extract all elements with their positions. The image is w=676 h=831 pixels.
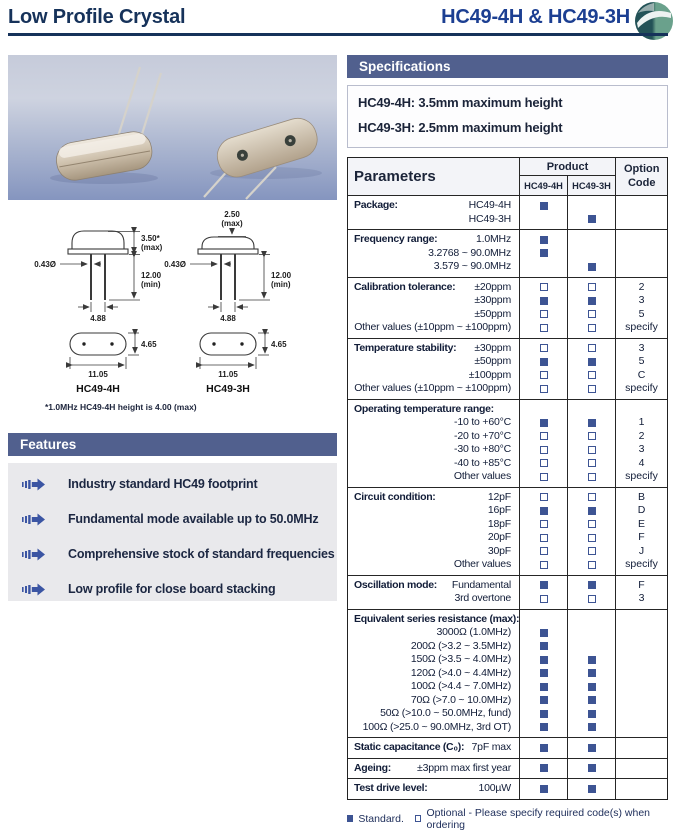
table-row bbox=[348, 779, 667, 799]
marker-cell bbox=[567, 400, 615, 487]
optional-marker bbox=[588, 459, 596, 467]
standard-marker bbox=[540, 764, 548, 772]
optional-marker bbox=[588, 520, 596, 528]
param-label: Ageing: bbox=[354, 761, 391, 774]
standard-marker bbox=[540, 507, 548, 515]
marker-cell bbox=[519, 339, 567, 399]
option-code-cell bbox=[615, 230, 667, 277]
optional-marker bbox=[588, 561, 596, 569]
standard-marker bbox=[540, 249, 548, 257]
option-code: F bbox=[638, 531, 645, 543]
table-row bbox=[348, 196, 667, 230]
option-code: specify bbox=[625, 558, 658, 570]
param-value: 3rd overtone bbox=[454, 592, 511, 604]
table-row bbox=[348, 400, 667, 488]
features-section-bar: Features bbox=[8, 433, 337, 456]
param-label: Static capacitance (C₀): bbox=[354, 741, 465, 753]
standard-marker-icon bbox=[347, 815, 353, 822]
optional-marker bbox=[540, 385, 548, 393]
svg-text:0.43Ø: 0.43Ø bbox=[34, 260, 56, 269]
option-code: 5 bbox=[638, 307, 645, 320]
arrow-bullet-icon bbox=[22, 478, 46, 491]
optional-marker bbox=[588, 324, 596, 332]
param-value: ±3ppm max first year bbox=[417, 761, 511, 774]
marker-cell bbox=[519, 196, 567, 229]
option-code: 3 bbox=[638, 592, 645, 604]
parameters-table-header bbox=[348, 158, 667, 196]
svg-text:0.43Ø: 0.43Ø bbox=[164, 260, 186, 269]
specifications-box bbox=[347, 85, 668, 148]
standard-marker bbox=[588, 744, 596, 752]
table-legend bbox=[347, 807, 668, 831]
optional-marker bbox=[588, 547, 596, 555]
optional-marker bbox=[540, 493, 548, 501]
optional-marker bbox=[540, 595, 548, 603]
feature-label: Fundamental mode available up to 50.0MHz bbox=[68, 512, 319, 526]
marker-cell bbox=[519, 576, 567, 609]
product-photo bbox=[8, 55, 337, 200]
svg-text:4.65: 4.65 bbox=[141, 340, 157, 349]
svg-text:4.88: 4.88 bbox=[220, 314, 236, 323]
param-label: Calibration tolerance: bbox=[354, 280, 456, 293]
standard-marker bbox=[588, 507, 596, 515]
table-row bbox=[348, 576, 667, 610]
option-code: C bbox=[637, 368, 646, 381]
param-label: Oscillation mode: bbox=[354, 578, 437, 591]
standard-marker bbox=[588, 764, 596, 772]
option-code: F bbox=[638, 578, 645, 591]
marker-cell bbox=[519, 738, 567, 758]
standard-marker bbox=[588, 683, 596, 691]
header-product: Product bbox=[519, 158, 615, 176]
param-value: 16pF bbox=[487, 504, 511, 516]
optional-marker bbox=[588, 534, 596, 542]
param-value: 50Ω (>10.0 ~ 50.0MHz, fund) bbox=[380, 707, 511, 719]
standard-marker bbox=[540, 656, 548, 664]
svg-text:12.00: 12.00 bbox=[141, 271, 162, 280]
param-value: Other values (±10ppm ~ ±100ppm) bbox=[354, 321, 511, 333]
option-code-cell bbox=[615, 779, 667, 799]
standard-marker bbox=[588, 669, 596, 677]
param-value: -20 to +70°C bbox=[454, 429, 511, 442]
standard-marker bbox=[588, 419, 596, 427]
crystal-photo-illustration bbox=[8, 55, 337, 200]
optional-marker bbox=[540, 473, 548, 481]
param-value: Fundamental bbox=[451, 578, 511, 591]
spec-line-hc49-4h: HC49-4H: 3.5mm maximum height bbox=[358, 95, 563, 110]
header-divider bbox=[8, 33, 668, 36]
arrow-bullet-icon bbox=[22, 548, 46, 561]
drawing-hc49-4h bbox=[34, 231, 162, 395]
optional-marker bbox=[540, 561, 548, 569]
optional-marker-icon bbox=[415, 815, 422, 822]
option-code-cell bbox=[615, 576, 667, 609]
marker-cell bbox=[567, 230, 615, 277]
features-list bbox=[8, 463, 337, 601]
table-row bbox=[348, 488, 667, 576]
svg-text:(max): (max) bbox=[221, 219, 243, 228]
optional-marker bbox=[540, 534, 548, 542]
drawing-footnote: *1.0MHz HC49-4H height is 4.00 (max) bbox=[45, 402, 197, 412]
standard-marker bbox=[588, 297, 596, 305]
standard-marker bbox=[540, 785, 548, 793]
marker-cell bbox=[567, 779, 615, 799]
standard-marker bbox=[540, 629, 548, 637]
param-value: -40 to +85°C bbox=[454, 456, 511, 469]
standard-marker bbox=[588, 710, 596, 718]
feature-label: Industry standard HC49 footprint bbox=[68, 477, 258, 491]
page-title: Low Profile Crystal bbox=[8, 6, 186, 28]
parameter-cell bbox=[348, 738, 519, 758]
option-code: specify bbox=[625, 382, 658, 394]
optional-marker bbox=[540, 344, 548, 352]
svg-text:4.65: 4.65 bbox=[271, 340, 287, 349]
standard-marker bbox=[588, 358, 596, 366]
option-code-cell bbox=[615, 339, 667, 399]
param-value: HC49-3H bbox=[468, 212, 511, 225]
parameter-cell bbox=[348, 759, 519, 779]
param-value: HC49-4H bbox=[468, 199, 511, 211]
standard-marker bbox=[540, 419, 548, 427]
param-label: Frequency range: bbox=[354, 233, 438, 245]
svg-text:11.05: 11.05 bbox=[88, 370, 108, 379]
param-value: Other values bbox=[453, 470, 511, 482]
svg-text:(min): (min) bbox=[141, 280, 161, 289]
optional-marker bbox=[588, 473, 596, 481]
marker-cell bbox=[567, 738, 615, 758]
param-value: 150Ω (>3.5 ~ 4.0MHz) bbox=[410, 653, 511, 665]
standard-marker bbox=[540, 581, 548, 589]
optional-marker bbox=[540, 446, 548, 454]
standard-marker bbox=[588, 263, 596, 271]
option-code: 2 bbox=[638, 429, 645, 442]
param-value: 120Ω (>4.0 ~ 4.4MHz) bbox=[410, 666, 511, 679]
svg-text:HC49-4H: HC49-4H bbox=[76, 383, 120, 395]
standard-marker bbox=[588, 581, 596, 589]
svg-text:11.05: 11.05 bbox=[218, 370, 238, 379]
feature-label: Comprehensive stock of standard frequencies bbox=[68, 547, 335, 561]
parameter-cell bbox=[348, 278, 519, 338]
param-value: 30pF bbox=[487, 544, 511, 557]
param-value: ±50ppm bbox=[474, 355, 511, 367]
optional-marker bbox=[588, 283, 596, 291]
optional-marker bbox=[588, 432, 596, 440]
table-row bbox=[348, 759, 667, 780]
optional-marker bbox=[540, 520, 548, 528]
parameter-cell bbox=[348, 339, 519, 399]
standard-marker bbox=[540, 696, 548, 704]
standard-marker bbox=[540, 358, 548, 366]
header-option-code: Option Code bbox=[615, 158, 667, 195]
optional-marker bbox=[588, 371, 596, 379]
optional-marker bbox=[588, 595, 596, 603]
feature-item bbox=[22, 547, 337, 561]
marker-cell bbox=[519, 759, 567, 779]
optional-marker bbox=[588, 493, 596, 501]
option-code: 4 bbox=[638, 456, 645, 469]
param-value: 100Ω (>25.0 ~ 90.0MHz, 3rd OT) bbox=[362, 720, 511, 733]
standard-marker bbox=[588, 723, 596, 731]
svg-text:HC49-3H: HC49-3H bbox=[206, 383, 250, 395]
table-row bbox=[348, 339, 667, 400]
marker-cell bbox=[519, 230, 567, 277]
standard-marker bbox=[540, 683, 548, 691]
param-value: 7pF max bbox=[471, 741, 511, 753]
dimension-drawings bbox=[8, 205, 337, 397]
product-title: HC49-4H & HC49-3H bbox=[441, 6, 630, 28]
param-value: 1.0MHz bbox=[476, 233, 511, 245]
parameter-cell bbox=[348, 610, 519, 738]
param-value: 70Ω (>7.0 ~ 10.0MHz) bbox=[410, 693, 511, 706]
left-column bbox=[8, 55, 337, 601]
param-value: 3.2768 ~ 90.0MHz bbox=[428, 246, 511, 259]
param-value: ±20ppm bbox=[474, 280, 511, 293]
feature-label: Low profile for close board stacking bbox=[68, 582, 276, 596]
option-code: 3 bbox=[638, 294, 645, 306]
option-code: 2 bbox=[638, 280, 645, 293]
feature-item bbox=[22, 512, 337, 526]
param-value: 200Ω (>3.2 ~ 3.5MHz) bbox=[410, 639, 511, 652]
param-value: ±30ppm bbox=[474, 294, 511, 306]
param-value: 18pF bbox=[487, 517, 511, 530]
standard-marker bbox=[540, 642, 548, 650]
table-row bbox=[348, 278, 667, 339]
optional-marker bbox=[540, 547, 548, 555]
marker-cell bbox=[567, 196, 615, 229]
standard-marker bbox=[588, 696, 596, 704]
param-value: ±100ppm bbox=[468, 368, 511, 381]
option-code: E bbox=[637, 517, 645, 530]
param-label: Equivalent series resistance (max): bbox=[354, 612, 520, 625]
option-code: 3 bbox=[638, 341, 645, 354]
param-label: Operating temperature range: bbox=[354, 402, 494, 415]
parameter-cell bbox=[348, 488, 519, 575]
standard-marker bbox=[588, 215, 596, 223]
svg-text:4.88: 4.88 bbox=[90, 314, 106, 323]
param-label: Circuit condition: bbox=[354, 490, 436, 503]
standard-marker bbox=[588, 656, 596, 664]
optional-marker bbox=[588, 385, 596, 393]
option-code: 5 bbox=[638, 355, 645, 367]
table-row bbox=[348, 610, 667, 739]
standard-marker bbox=[540, 723, 548, 731]
optional-marker bbox=[588, 446, 596, 454]
option-code-cell bbox=[615, 610, 667, 738]
option-code-cell bbox=[615, 278, 667, 338]
parameter-cell bbox=[348, 576, 519, 609]
option-code: J bbox=[638, 544, 645, 557]
param-value: 100Ω (>4.4 ~ 7.0MHz) bbox=[410, 680, 511, 692]
optional-marker bbox=[540, 459, 548, 467]
svg-text:(max): (max) bbox=[141, 243, 163, 252]
drawing-hc49-3h bbox=[164, 210, 291, 395]
header-parameters: Parameters bbox=[354, 168, 436, 185]
arrow-bullet-icon bbox=[22, 583, 46, 596]
param-value: Other values (±10ppm ~ ±100ppm) bbox=[354, 382, 511, 394]
marker-cell bbox=[519, 779, 567, 799]
option-code: B bbox=[637, 490, 645, 503]
svg-text:12.00: 12.00 bbox=[271, 271, 292, 280]
optional-marker bbox=[540, 324, 548, 332]
param-value: Other values bbox=[453, 558, 511, 570]
parameters-table bbox=[347, 157, 668, 800]
param-value: ±50ppm bbox=[474, 307, 511, 320]
param-label: Test drive level: bbox=[354, 782, 428, 794]
optional-marker bbox=[588, 344, 596, 352]
standard-marker bbox=[540, 710, 548, 718]
option-code-cell bbox=[615, 488, 667, 575]
option-code: specify bbox=[625, 470, 658, 482]
marker-cell bbox=[519, 278, 567, 338]
param-value: -10 to +60°C bbox=[454, 416, 511, 428]
option-code: 3 bbox=[638, 443, 645, 455]
param-value: 12pF bbox=[487, 490, 511, 503]
param-value: -30 to +80°C bbox=[454, 443, 511, 455]
parameter-cell bbox=[348, 400, 519, 487]
param-value: ±30ppm bbox=[474, 341, 511, 354]
marker-cell bbox=[567, 610, 615, 738]
optional-marker bbox=[588, 310, 596, 318]
marker-cell bbox=[567, 339, 615, 399]
option-code-cell bbox=[615, 738, 667, 758]
header-hc49-3h: HC49-3H bbox=[567, 176, 615, 195]
standard-marker bbox=[540, 202, 548, 210]
option-code-cell bbox=[615, 400, 667, 487]
option-code: 1 bbox=[638, 416, 645, 428]
legend-optional-label: Optional - Please specify required code(s) when ordering bbox=[426, 806, 651, 831]
parameter-cell bbox=[348, 779, 519, 799]
param-value: 20pF bbox=[487, 531, 511, 543]
svg-text:(min): (min) bbox=[271, 280, 291, 289]
marker-cell bbox=[567, 759, 615, 779]
optional-marker bbox=[540, 283, 548, 291]
standard-marker bbox=[540, 297, 548, 305]
param-value: 100µW bbox=[478, 782, 511, 794]
option-code-cell bbox=[615, 759, 667, 779]
svg-text:3.50*: 3.50* bbox=[141, 234, 160, 243]
standard-marker bbox=[588, 785, 596, 793]
feature-item bbox=[22, 477, 337, 491]
standard-marker bbox=[540, 236, 548, 244]
header-hc49-4h: HC49-4H bbox=[519, 176, 567, 195]
option-code: D bbox=[637, 504, 646, 516]
specifications-section-bar: Specifications bbox=[347, 55, 668, 78]
spec-line-hc49-3h: HC49-3H: 2.5mm maximum height bbox=[358, 120, 563, 135]
parameter-cell bbox=[348, 196, 519, 229]
arrow-bullet-icon bbox=[22, 513, 46, 526]
standard-marker bbox=[540, 669, 548, 677]
param-label: Package: bbox=[354, 199, 398, 211]
marker-cell bbox=[519, 610, 567, 738]
feature-item bbox=[22, 582, 337, 596]
standard-marker bbox=[540, 744, 548, 752]
svg-text:2.50: 2.50 bbox=[224, 210, 240, 219]
param-value: 3000Ω (1.0MHz) bbox=[436, 626, 511, 638]
optional-marker bbox=[540, 310, 548, 318]
option-code: specify bbox=[625, 321, 658, 333]
marker-cell bbox=[519, 400, 567, 487]
marker-cell bbox=[567, 278, 615, 338]
optional-marker bbox=[540, 432, 548, 440]
param-value: 3.579 ~ 90.0MHz bbox=[433, 260, 511, 272]
table-row bbox=[348, 738, 667, 759]
right-column bbox=[347, 55, 668, 831]
param-label: Temperature stability: bbox=[354, 341, 457, 354]
optional-marker bbox=[540, 371, 548, 379]
marker-cell bbox=[567, 576, 615, 609]
option-code-cell bbox=[615, 196, 667, 229]
parameters-table-rows bbox=[348, 196, 667, 799]
legend-standard-label: Standard. bbox=[358, 812, 404, 825]
marker-cell bbox=[519, 488, 567, 575]
parameter-cell bbox=[348, 230, 519, 277]
table-row bbox=[348, 230, 667, 278]
marker-cell bbox=[567, 488, 615, 575]
